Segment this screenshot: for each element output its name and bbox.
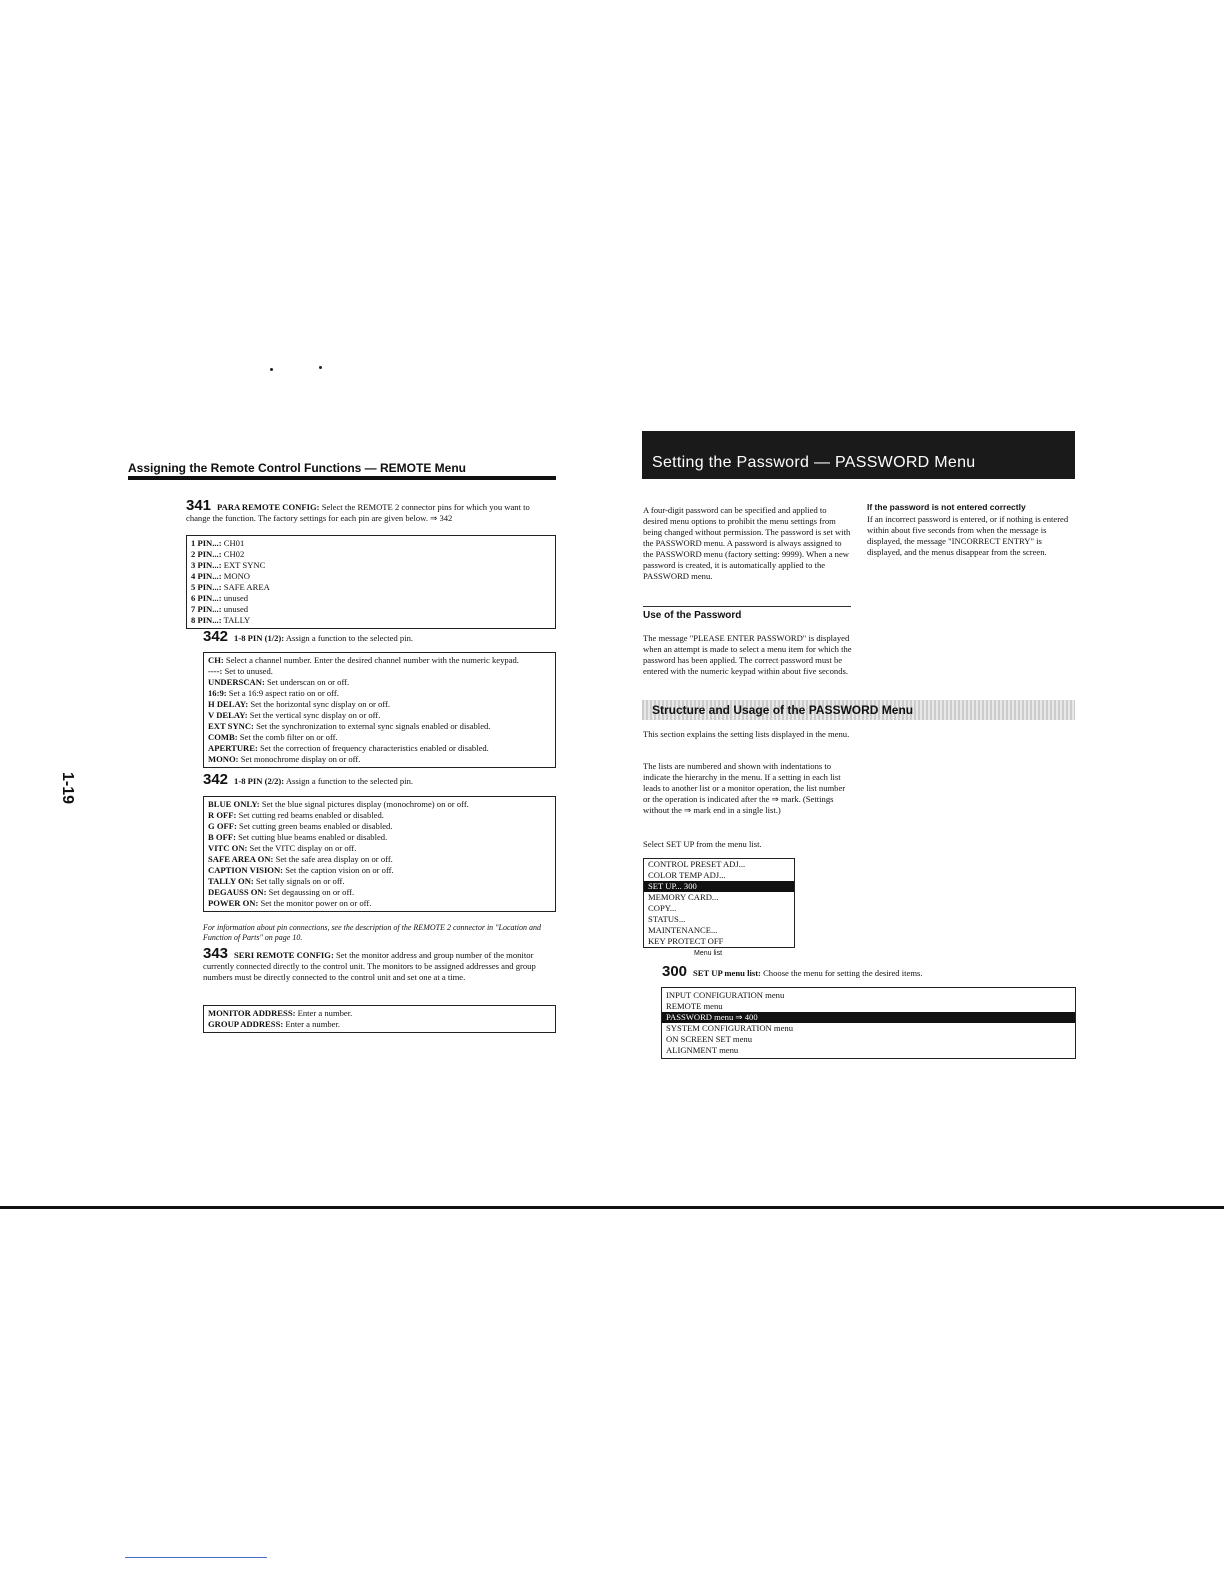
- function-row: CAPTION VISION: Set the caption vision on or off.: [208, 865, 394, 875]
- pin-row: 2 PIN...: CH02: [191, 549, 245, 559]
- structure-paragraph-1: This section explains the setting lists displayed in the menu.: [643, 729, 850, 739]
- function-row: B OFF: Set cutting blue beams enabled or disabled.: [208, 832, 388, 842]
- address-row: MONITOR ADDRESS: Enter a number.: [208, 1008, 353, 1018]
- pin-functions-box-1: [203, 652, 556, 768]
- structure-heading-banner: Structure and Usage of the PASSWORD Menu: [642, 700, 1075, 720]
- left-section-title: Assigning the Remote Control Functions — REMOTE Menu: [128, 461, 466, 475]
- menu-item: MEMORY CARD...: [648, 892, 719, 902]
- function-row: APERTURE: Set the correction of frequency characteristics enabled or disabled.: [208, 743, 489, 753]
- item-343: [203, 945, 556, 983]
- item-text: Set the monitor address and group number of the monitor currently connected directly to the control unit. The monitors to be assigned addresses and group numbers must be directly connected to the control unit and set one at a time.: [203, 950, 536, 982]
- item-number: 341: [186, 497, 212, 514]
- item-label: PARA REMOTE CONFIG:: [217, 502, 320, 512]
- page-number: 1-19: [59, 772, 76, 805]
- menu-item-selected: SET UP... 300: [644, 881, 794, 892]
- item-text: Assign a function to the selected pin.: [285, 633, 414, 643]
- function-row: EXT SYNC: Set the synchronization to external sync signals enabled or disabled.: [208, 721, 491, 731]
- page-bottom-rule: [0, 1206, 1224, 1209]
- item-label: 1-8 PIN (1/2):: [234, 633, 285, 643]
- pin-connection-note: For information about pin connections, see the description of the REMOTE 2 connector in "Location and Function of Parts" on page 10.: [203, 923, 541, 942]
- function-row: COMB: Set the comb filter on or off.: [208, 732, 338, 742]
- address-row: GROUP ADDRESS: Enter a number.: [208, 1019, 341, 1029]
- menu-item: MAINTENANCE...: [648, 925, 718, 935]
- setup-menu-list-box: [661, 987, 1076, 1059]
- menu-item: CONTROL PRESET ADJ...: [648, 859, 746, 869]
- incorrect-text: If an incorrect password is entered, or if nothing is entered within about five seconds from when the message is displayed, the message "INCORRECT ENTRY" is displayed, and the menus disappear from the screen.: [867, 514, 1069, 557]
- setup-menu-item: REMOTE menu: [666, 1001, 723, 1011]
- function-row: TALLY ON: Set tally signals on or off.: [208, 876, 345, 886]
- footer-line: [125, 1557, 267, 1558]
- pin-row: 6 PIN...: unused: [191, 593, 249, 603]
- function-row: ----: Set to unused.: [208, 666, 273, 676]
- function-row: VITC ON: Set the VITC display on or off.: [208, 843, 357, 853]
- pin-row: 7 PIN...: unused: [191, 604, 249, 614]
- item-number: 342: [203, 771, 229, 788]
- setup-menu-item: SYSTEM CONFIGURATION menu: [666, 1023, 794, 1033]
- item-label: SERI REMOTE CONFIG:: [234, 950, 334, 960]
- menu-item: COPY...: [648, 903, 677, 913]
- menu-item: COLOR TEMP ADJ...: [648, 870, 726, 880]
- speck: [319, 366, 322, 369]
- function-row: V DELAY: Set the vertical sync display on or off.: [208, 710, 381, 720]
- structure-paragraph-2: The lists are numbered and shown with indentations to indicate the hierarchy in the menu. If a setting in each list leads to another list or a monitor operation, the list number or the operation is indicated after the ⇒ mark. (Settings without the ⇒ mark end in a single list.): [643, 761, 846, 815]
- pin-functions-box-2: [203, 796, 556, 912]
- item-label: SET UP menu list:: [693, 968, 761, 978]
- use-heading-rule: [643, 606, 851, 607]
- function-row: H DELAY: Set the horizontal sync display on or off.: [208, 699, 391, 709]
- function-row: UNDERSCAN: Set underscan on or off.: [208, 677, 350, 687]
- title-rule: [128, 476, 556, 480]
- item-text: Choose the menu for setting the desired items.: [763, 968, 923, 978]
- password-intro: A four-digit password can be specified and applied to desired menu options to prohibit the menu settings from being changed without permission. The password is set with the PASSWORD menu. A password is always assigned to the PASSWORD menu (factory setting: 9999). When a new password is created, it is automatically applied to the PASSWORD menu.: [643, 505, 851, 581]
- menu-item: KEY PROTECT OFF: [648, 936, 724, 946]
- structure-paragraph-3: Select SET UP from the menu list.: [643, 839, 762, 849]
- pin-row: 3 PIN...: EXT SYNC: [191, 560, 266, 570]
- item-300: [662, 963, 1082, 980]
- setup-menu-item: INPUT CONFIGURATION menu: [666, 990, 785, 1000]
- item-342-part2: [203, 771, 556, 788]
- item-number: 343: [203, 945, 229, 962]
- item-number: 342: [203, 628, 229, 645]
- function-row: MONO: Set monochrome display on or off.: [208, 754, 361, 764]
- menu-item: STATUS...: [648, 914, 686, 924]
- function-row: SAFE AREA ON: Set the safe area display on or off.: [208, 854, 393, 864]
- speck: [270, 368, 273, 371]
- setup-menu-item: ALIGNMENT menu: [666, 1045, 739, 1055]
- setup-menu-item: ON SCREEN SET menu: [666, 1034, 753, 1044]
- right-section-title: Setting the Password — PASSWORD Menu: [642, 431, 1075, 479]
- pin-row: 1 PIN...: CH01: [191, 538, 245, 548]
- function-row: BLUE ONLY: Set the blue signal pictures display (monochrome) on or off.: [208, 799, 469, 809]
- function-row: DEGAUSS ON: Set degaussing on or off.: [208, 887, 355, 897]
- item-342-part1: [203, 628, 556, 645]
- function-row: G OFF: Set cutting green beams enabled or disabled.: [208, 821, 393, 831]
- use-heading: Use of the Password: [643, 610, 742, 621]
- function-row: POWER ON: Set the monitor power on or off.: [208, 898, 372, 908]
- function-row: 16:9: Set a 16:9 aspect ratio on or off.: [208, 688, 339, 698]
- incorrect-heading: If the password is not entered correctly: [867, 502, 1026, 512]
- function-row: CH: Select a channel number. Enter the desired channel number with the numeric keypad.: [208, 655, 519, 665]
- menu-list-caption: Menu list: [694, 950, 723, 957]
- setup-menu-item-selected: PASSWORD menu ⇒ 400: [662, 1012, 1075, 1023]
- use-text: The message "PLEASE ENTER PASSWORD" is displayed when an attempt is made to select a menu item for which the password has been applied. The correct password must be entered with the numeric keypad within about five seconds.: [643, 633, 852, 676]
- item-341: [186, 497, 556, 524]
- menu-list-box: [643, 858, 795, 948]
- pin-row: 5 PIN...: SAFE AREA: [191, 582, 270, 592]
- item-number: 300: [662, 963, 688, 980]
- pin-row: 8 PIN...: TALLY: [191, 615, 251, 625]
- pin-row: 4 PIN...: MONO: [191, 571, 250, 581]
- item-label: 1-8 PIN (2/2):: [234, 776, 285, 786]
- pin-settings-box: [186, 535, 556, 629]
- item-text: Assign a function to the selected pin.: [285, 776, 414, 786]
- item-text: Select the REMOTE 2 connector pins for which you want to change the function. The factory settings for each pin are given below. ⇒ 342: [186, 502, 530, 523]
- function-row: R OFF: Set cutting red beams enabled or disabled.: [208, 810, 384, 820]
- address-box: [203, 1005, 556, 1033]
